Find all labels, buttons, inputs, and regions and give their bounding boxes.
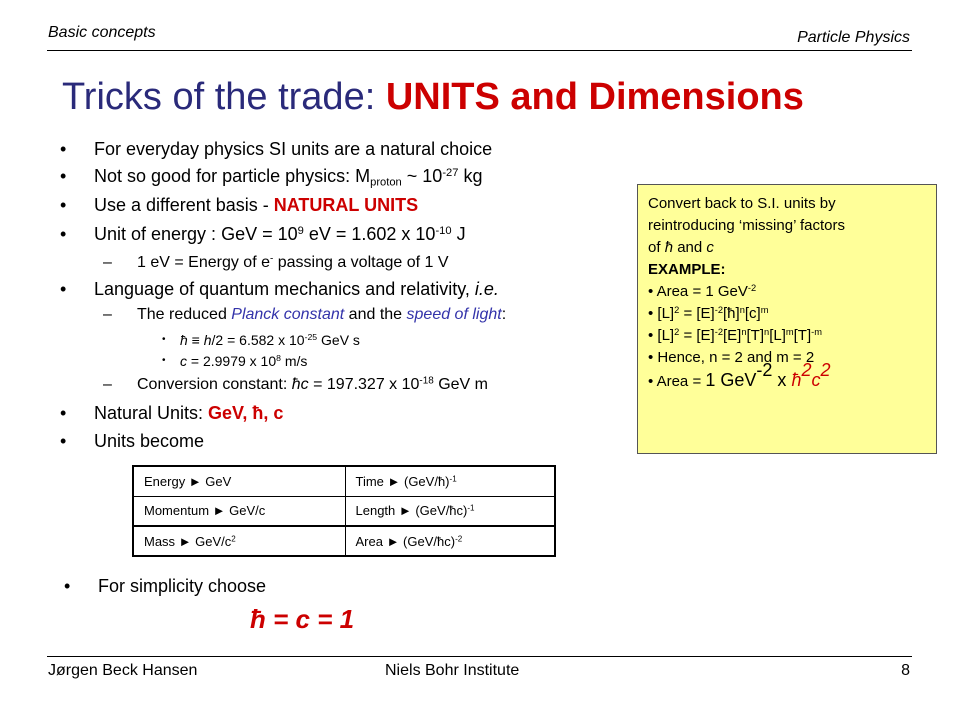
slide-title: Tricks of the trade: UNITS and Dimensions bbox=[62, 76, 804, 118]
note-line-2: reintroducing ‘missing’ factors bbox=[648, 217, 846, 234]
table-cell: Momentum ► GeV/c bbox=[133, 496, 345, 526]
note-line-3: of ħ and c bbox=[648, 239, 714, 256]
table-row bbox=[133, 466, 555, 496]
page-number: 8 bbox=[901, 662, 910, 679]
note-example-label: EXAMPLE: bbox=[648, 261, 726, 278]
table-cell: Time ► (GeV/ħ)$^{-1}$ bbox=[345, 466, 555, 496]
footer-rule bbox=[47, 656, 912, 657]
table-cell: Mass ► GeV/$c^2$ bbox=[133, 526, 345, 556]
note-dim-line-2: • $[L]^2 = [E]^{-2}[E]^n[T]^n[L]^m[T]^{-m}$ bbox=[648, 326, 822, 344]
title-highlight: UNITS and Dimensions bbox=[385, 76, 804, 118]
note-area-result: • Area = 1 GeV$^{-2}$ x $ħ^2c^2$ bbox=[648, 360, 831, 390]
note-area-line: • Area = 1 GeV$^{-2}$ bbox=[648, 282, 757, 300]
conversion-note-box bbox=[637, 184, 937, 454]
note-hence-line: • Hence, n = 2 and m = 2 bbox=[648, 349, 815, 366]
footer-institute: Niels Bohr Institute bbox=[385, 662, 520, 679]
table-cell: Energy ► GeV bbox=[133, 466, 345, 496]
footer-author: Jørgen Beck Hansen bbox=[48, 662, 198, 679]
header-rule bbox=[47, 50, 912, 51]
header-section-label: Basic concepts bbox=[48, 24, 156, 41]
note-dim-line-1: • $[L]^2$ = $[E]^{-2}[ħ]^n[c]^m$ bbox=[648, 304, 769, 322]
table-cell: Length ► (GeV/ħc)$^{-1}$ bbox=[345, 496, 555, 526]
hbar-c-equation: ħ = c = 1 bbox=[250, 604, 355, 634]
units-table bbox=[132, 465, 556, 557]
table-row bbox=[133, 526, 555, 556]
table-row bbox=[133, 496, 555, 526]
table-cell: Area ► (GeV/ħc)$^{-2}$ bbox=[345, 526, 555, 556]
note-line-1: Convert back to S.I. units by bbox=[648, 195, 836, 212]
header-course-label: Particle Physics bbox=[797, 29, 910, 46]
